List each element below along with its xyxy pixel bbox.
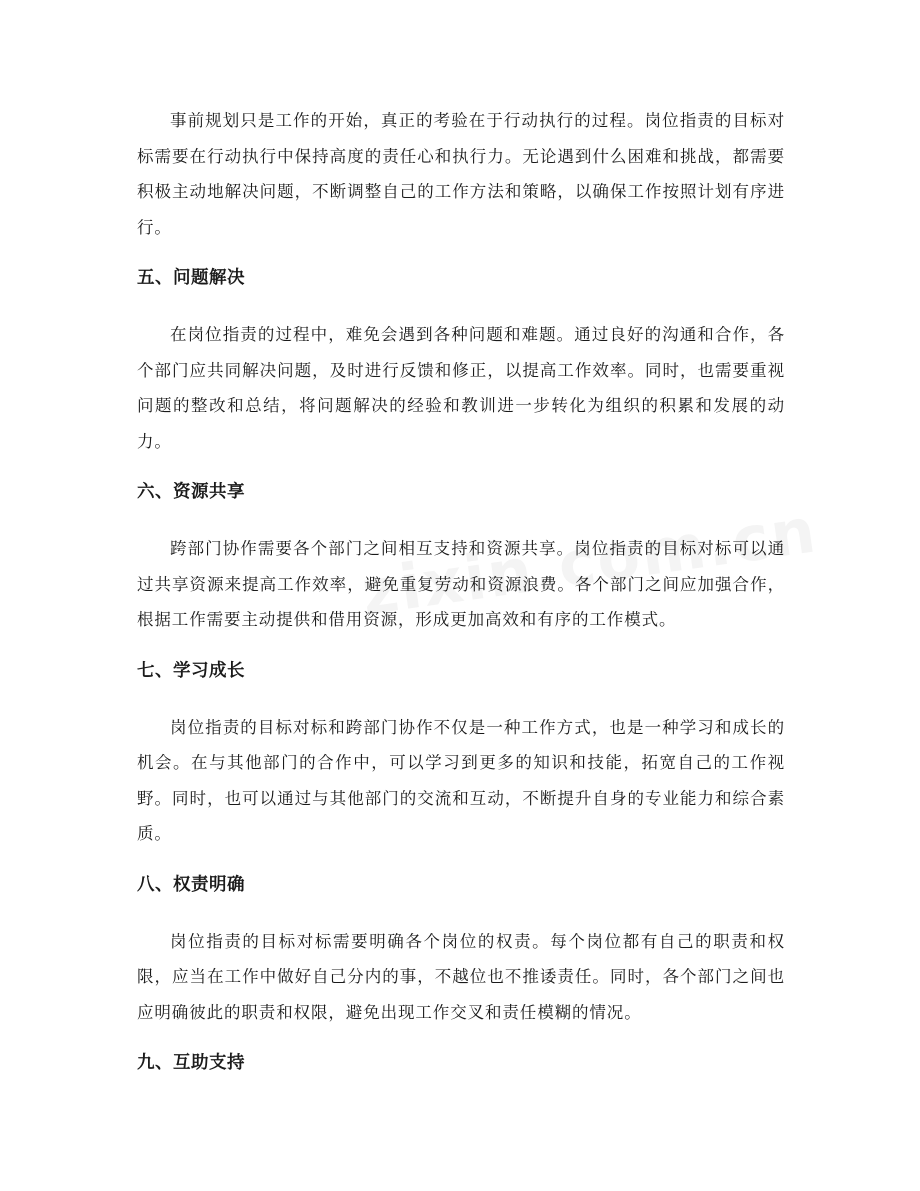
paragraph-resource-sharing: 跨部门协作需要各个部门之间相互支持和资源共享。岗位指责的目标对标可以通过共享资源来提高工作效率，避免重复劳动和资源浪费。各个部门之间应加强合作，根据工作需要主动提供和借用资源，形成更加高效和有序的工作模式。	[137, 539, 785, 629]
document-body	[137, 103, 785, 1075]
paragraph-problem-solving: 在岗位指责的过程中，难免会遇到各种问题和难题。通过良好的沟通和合作，各个部门应共同解决问题，及时进行反馈和修正，以提高工作效率。同时，也需要重视问题的整改和总结，将问题解决的经验和教训进一步转化为组织的积累和发展的动力。	[137, 325, 785, 451]
heading-clear-responsibilities: 八、权责明确	[137, 874, 245, 895]
paragraph-clear-responsibilities: 岗位指责的目标对标需要明确各个岗位的权责。每个岗位都有自己的职责和权限，应当在工作中做好自己分内的事，不越位也不推诿责任。同时，各个部门之间也应明确彼此的职责和权限，避免出现工作交叉和责任模糊的情况。	[137, 931, 785, 1022]
paragraph-plan-execution: 事前规划只是工作的开始，真正的考验在于行动执行的过程。岗位指责的目标对标需要在行动执行中保持高度的责任心和执行力。无论遇到什么困难和挑战，都需要积极主动地解决问题，不断调整自己的工作方法和策略，以确保工作按照计划有序进行。	[137, 111, 785, 237]
paragraph-learning-growth: 岗位指责的目标对标和跨部门协作不仅是一种工作方式，也是一种学习和成长的机会。在与其他部门的合作中，可以学习到更多的知识和技能，拓宽自己的工作视野。同时，也可以通过与其他部门的交流和互动，不断提升自身的专业能力和综合素质。	[137, 717, 785, 843]
heading-learning-growth: 七、学习成长	[137, 660, 245, 681]
heading-resource-sharing: 六、资源共享	[137, 482, 245, 502]
heading-problem-solving: 五、问题解决	[137, 268, 245, 288]
heading-mutual-support: 九、互助支持	[137, 1053, 245, 1073]
